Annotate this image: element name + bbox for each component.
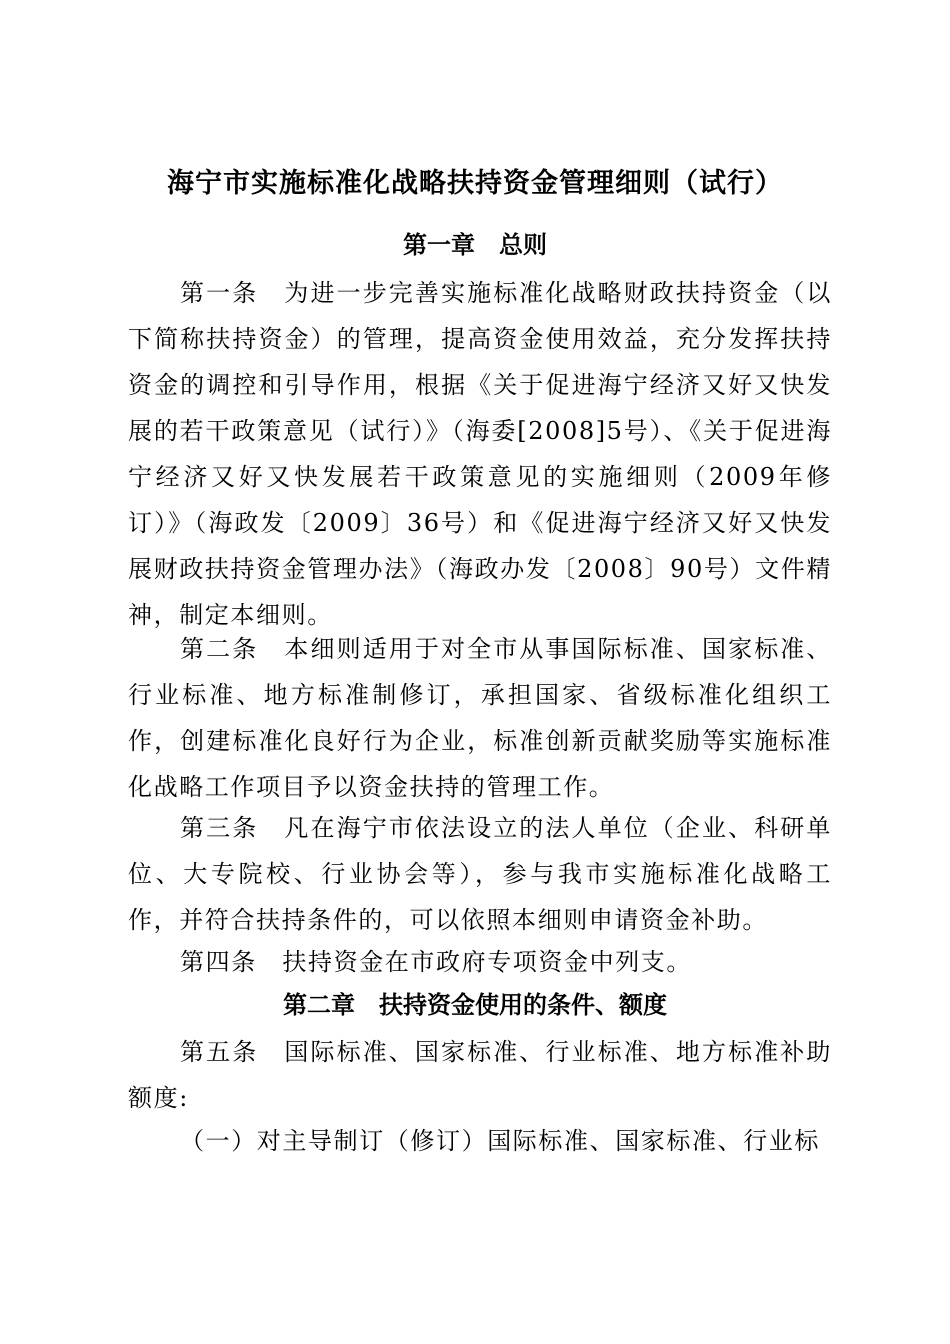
article-paragraph: 第五条 国际标准、国家标准、行业标准、地方标准补助额度: [128, 1038, 832, 1112]
chapter-heading: 第二章 扶持资金使用的条件、额度 [283, 990, 667, 1019]
article-paragraph: （一）对主导制订（修订）国际标准、国家标准、行业标 [180, 1127, 820, 1155]
chapter-heading: 第一章 总则 [403, 230, 547, 259]
article-paragraph: 第四条 扶持资金在市政府专项资金中列支。 [180, 948, 692, 976]
document-title: 海宁市实施标准化战略扶持资金管理细则（试行） [167, 168, 783, 199]
article-paragraph: 第三条 凡在海宁市依法设立的法人单位（企业、科研单位、大专院校、行业协会等），参与我市实施标准化战略工作，并符合扶持条件的，可以依照本细则申请资金补助。 [128, 814, 832, 934]
article-paragraph: 第二条 本细则适用于对全市从事国际标准、国家标准、行业标准、地方标准制修订，承担国家、省级标准化组织工作，创建标准化良好行为企业，标准创新贡献奖励等实施标准化战略工作项目予以资金扶持的管理工作。 [128, 635, 832, 801]
article-paragraph: 第一条 为进一步完善实施标准化战略财政扶持资金（以下简称扶持资金）的管理，提高资金使用效益，充分发挥扶持资金的调控和引导作用，根据《关于促进海宁经济又好又快发展的若干政策意见（试行）》（海委[2008]5号）、《关于促进海宁经济又好又快发展若干政策意见的实施细则（2009年修订）》（海政发〔2009〕36号）和《促进海宁经济又好又快发展财政扶持资金管理办法》（海政办发〔2008〕90号）文件精神，制定本细则。 [128, 279, 832, 629]
